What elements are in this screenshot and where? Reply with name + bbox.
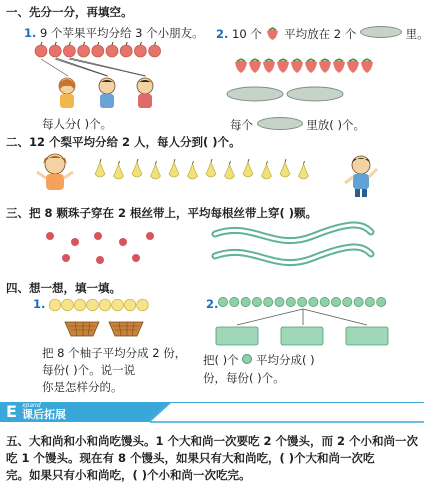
question-4-1-text: 把 8 个柚子平均分成 2 份， 每份( )个。说一说 你是怎样分的。 [42, 346, 187, 394]
green-circle [343, 297, 352, 306]
arrow-right [303, 309, 367, 325]
banner-badge: E [6, 402, 17, 421]
section-1-heading: 一、先分一分，再填空。 [6, 5, 133, 19]
banner-small-text: xpand [22, 402, 41, 409]
green-circle [230, 297, 239, 306]
question-4-2-number: 2. [206, 297, 219, 311]
green-circle [309, 297, 318, 306]
arrow-left [237, 309, 303, 325]
answer-1-1: 每人分( )个。 [42, 117, 113, 131]
empty-box-2 [281, 327, 323, 345]
answer-1-2: 每个 里放( )个。 [230, 118, 365, 132]
green-circle [264, 297, 273, 306]
banner-title: 课后拓展 [22, 408, 66, 421]
question-1-1: 1. 9 个苹果平均分给 3 个小朋友。 [24, 26, 204, 40]
section-3-heading: 三、把 8 颗珠子穿在 2 根丝带上，平均每根丝带上穿( )颗。 [6, 206, 318, 220]
section-4-heading: 四、想一想，填一填。 [6, 281, 121, 295]
green-circle-icon [242, 354, 252, 364]
green-circle [298, 297, 307, 306]
green-circle [320, 297, 329, 306]
green-circle [252, 297, 261, 306]
question-1-2: 2. 10 个 平均放在 2 个 里。 [216, 27, 429, 41]
green-circle [218, 297, 227, 306]
question-4-2-line2: 份，每份( )个。 [203, 371, 285, 385]
green-circle [275, 297, 284, 306]
green-circle [241, 297, 250, 306]
green-circle [331, 297, 340, 306]
empty-box-3 [346, 327, 388, 345]
green-circle [354, 297, 363, 306]
green-circle [377, 297, 386, 306]
section-5-text: 五、大和尚和小和尚吃馒头。1 个大和尚一次要吃 2 个馒头，而 2 个小和尚一次 吃 1 个馒头。现在有 8 个馒头，如果只有大和尚吃，( )个大和尚一次吃 完。如果只有小和尚吃，( )个小和尚一次吃完。 [6, 434, 419, 482]
split-boxes-diagram [215, 309, 391, 349]
question-4-1-number: 1. [33, 297, 46, 311]
green-circle [365, 297, 374, 306]
question-4-2-line1: 把( )个 平均分成( ) [203, 353, 315, 367]
green-circle [286, 297, 295, 306]
section-2-heading: 二、12 个梨平均分给 2 人，每人分到( )个。 [6, 135, 241, 149]
empty-box-1 [216, 327, 258, 345]
